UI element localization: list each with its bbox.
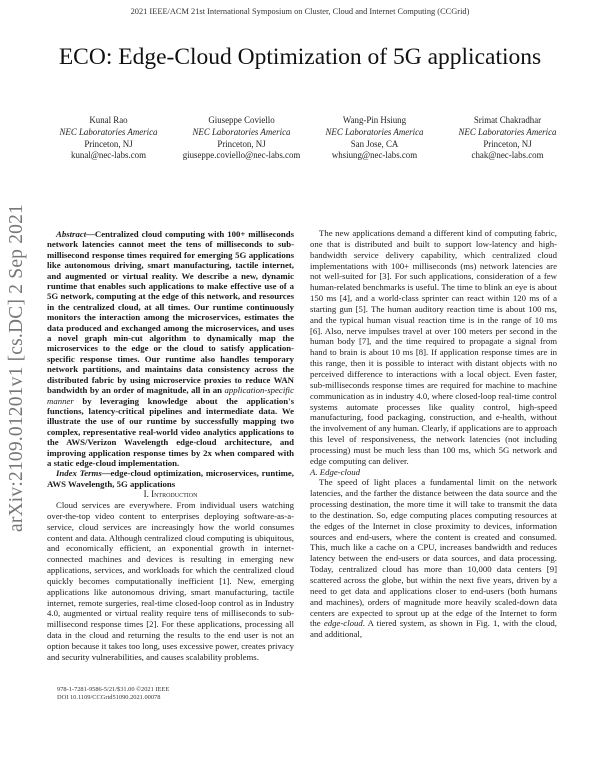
author-list: [42, 115, 574, 162]
author-location: Princeton, NJ: [84, 138, 133, 149]
author-location: Princeton, NJ: [483, 138, 532, 149]
author-email: kunal@nec-labs.com: [71, 150, 146, 161]
index-terms-text: —edge-cloud optimization, microservices, runtime, AWS Wavelength, 5G applications: [47, 468, 294, 489]
paper-title: ECO: Edge-Cloud Optimization of 5G applications: [58, 44, 542, 70]
arxiv-identifier: arXiv:2109.01201v1 [cs.DC] 2 Sep 2021: [6, 203, 28, 532]
edge-cloud-emphasis: edge-cloud: [323, 618, 363, 629]
arxiv-sidebar: [4, 155, 30, 580]
author-location: Princeton, NJ: [217, 138, 266, 149]
abstract-text-part-1: —Centralized cloud computing with 100+ milliseconds network latencies cannot meet the tens of milliseconds to sub-millisecond response times required for emerging 5G applications like autonomous driving, smart manufacturing, tactile internet, and augmented or virtual reality. We describe a new, dynamic runtime that enables such applications to make effective use of a 5G network, computing at the edge of this network, and resources in the centralized cloud, at all times. Our runtime continuously monitors the interaction among the microservices, estimates the data produced and exchanged among the microservices, and uses a novel graph min-cut algorithm to dynamically map the microservices to the edge or the cloud to satisfy application-specific response times. Our runtime also handles temporary network partitions, and maintains data consistency across the distributed fabric by using microservice proxies to reduce WAN bandwidth by an order of magnitude, all in an: [47, 229, 294, 396]
author-affiliation: NEC Laboratories America: [192, 126, 291, 137]
author-affiliation: NEC Laboratories America: [59, 126, 158, 137]
isbn-line: 978-1-7281-9586-5/21/$31.00 ©2021 IEEE: [57, 686, 170, 693]
intro-paragraph-2: The new applications demand a different kind of computing fabric, one that is distributed and built to support low-latency and high-bandwidth service delivery capability, which centralized cloud implementations with 100+ milliseconds (ms) network latencies are not well-suited for [3]. For such applications, consideration of a few human-related benchmarks is useful. The time to blink an eye is about 150 ms [4], and a world-class sprinter can react within 120 ms of a starting gun [5]. The human auditory reaction time is about 100 ms, and the typical human visual reaction time is in the range of 10 ms [6]. Also, nerve impulses travel at over 100 meters per second in the human body [7], and the time required to propagate a signal from hand to brain is about 10 ms [8]. If application response times are in this range, then it is possible to interact with distant objects with no perceived difference to interactions with a local object. Even faster, sub-milliseconds response times are required for machine to machine communication as in industry 4.0, where closed-loop real-time control systems automate processes like quality control, high-speed manufacturing, food packaging, construction, and e-health, without the involvement of any human. Clearly, if applications are to approach this level of responsiveness, the network latencies (not including processing) must be much less than 100 ms, which 5G network and edge computing can deliver.: [310, 228, 557, 466]
author-email: giuseppe.coviello@nec-labs.com: [182, 150, 301, 161]
left-column: [47, 229, 294, 663]
author-location: San Jose, CA: [350, 138, 399, 149]
author-affiliation: NEC Laboratories America: [458, 126, 557, 137]
author-block: [175, 115, 308, 162]
copyright-footer: [57, 686, 169, 703]
index-terms: [47, 468, 294, 489]
abstract-emphasis: application-specific manner: [47, 385, 294, 406]
doi-line: DOI 10.1109/CCGrid51090.2021.00078: [57, 694, 161, 702]
author-name: Kunal Rao: [89, 115, 128, 125]
intro-paragraph-1: Cloud services are everywhere. From individual users watching over-the-top video content to enterprises deploying software-as-a-service, cloud services are increasingly how the world consumes content and data. Although centralized cloud computing is ubiquitous, and economically efficient, an exponential growth in internet-connected machines and devices is resulting in emerging new applications, services, and workloads for which the centralized cloud quickly becomes computationally inefficient [1]. New, emerging applications like autonomous driving, smart manufacturing, tactile internet, remote surgeries, real-time closed-loop control as in Industry 4.0, augmented or virtual reality require tens of milliseconds to sub-millisecond response times [2]. For these applications, processing all data in the cloud and returning the results to the end user is not an option because it takes too long, uses excessive power, creates privacy and security vulnerabilities, and causes scalability problems.: [47, 500, 294, 662]
edge-cloud-text-part-1: The speed of light places a fundamental limit on the network latencies, and the farther the distance between the data source and the processing destination, the more time it will take to transmit the data to the destination. So, edge computing places computing resources at the edges of the Internet in close proximity to devices, information sources and end-users, where the content is created and consumed. This, much like a cache on a CPU, increases bandwidth and reduces latency between the end-users or data sources, and data processing. Today, centralized cloud has more than 10,000 data centers [9] scattered across the globe, but within the next five years, driven by a need to get data and applications closer to end-users (both humans and machines), orders of magnitude more heavily scaled-down data centers are expected to sprout up at the edge of the Internet to form the: [310, 477, 557, 629]
right-column: [310, 228, 557, 640]
edge-cloud-paragraph-1: [310, 477, 557, 640]
author-name: Giuseppe Coviello: [208, 115, 275, 125]
abstract-text-part-2: by leveraging knowledge about the application's functions, latency-critical pipelines and intermediate data. We illustrate the use of our runtime by successfully mapping two complex, representative real-world video analytics applications to the AWS/Verizon Wavelength edge-cloud architecture, and improving application response times by 2x when compared with a static edge-cloud implementation.: [47, 395, 294, 468]
author-block: [308, 115, 441, 162]
abstract: [47, 229, 294, 489]
author-email: chak@nec-labs.com: [471, 150, 544, 161]
edge-cloud-text-part-2: . A tiered system, as shown in Fig. 1, with the cloud, and additional,: [310, 618, 557, 640]
author-email: whsiung@nec-labs.com: [331, 150, 418, 161]
author-block: [42, 115, 175, 162]
abstract-label: Abstract: [56, 229, 87, 239]
conference-header: 2021 IEEE/ACM 21st International Symposium on Cluster, Cloud and Internet Computing (CCGrid): [130, 7, 470, 16]
author-name: Srimat Chakradhar: [473, 115, 542, 125]
author-affiliation: NEC Laboratories America: [325, 126, 424, 137]
index-terms-label: Index Terms: [56, 468, 102, 479]
section-heading-introduction: I. Introduction: [143, 489, 198, 500]
author-block: [441, 115, 574, 162]
author-name: Wang-Pin Hsiung: [342, 115, 407, 125]
subsection-heading-edge-cloud: A. Edge-cloud: [310, 466, 361, 477]
